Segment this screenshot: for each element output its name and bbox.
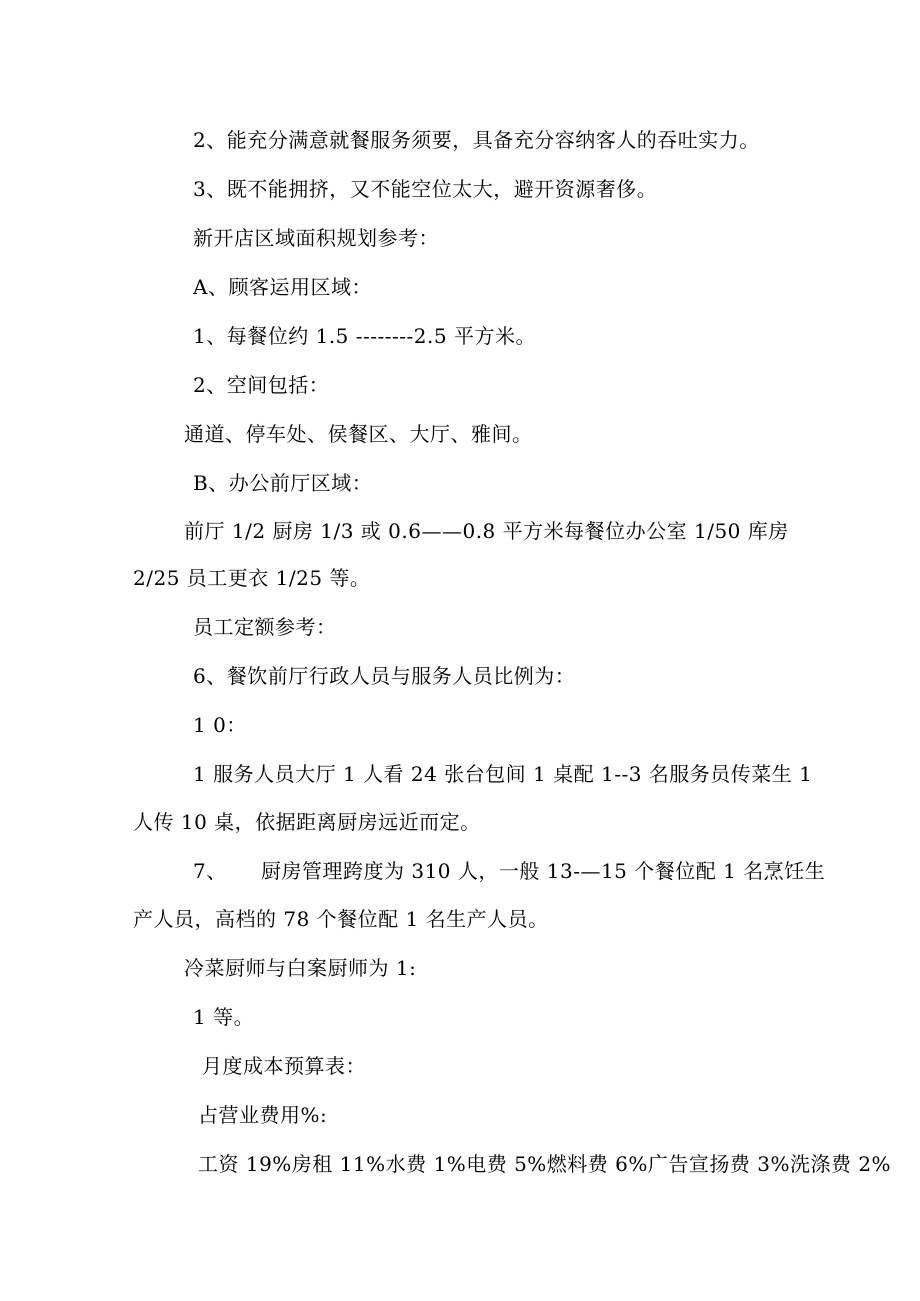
- text-line-18: 冷菜厨师与白案厨师为 1:: [184, 956, 417, 980]
- text-line-17: 产人员，高档的 78 个餐位配 1 名生产人员。: [133, 907, 549, 931]
- text-line-14: 1 服务人员大厅 1 人看 24 张台包间 1 桌配 1--3 名服务员传菜生 1: [193, 762, 813, 786]
- text-line-10: 2/25 员工更衣 1/25 等。: [133, 566, 371, 590]
- text-line-16-marker: 7、: [193, 859, 227, 883]
- text-line-16: 厨房管理跨度为 310 人，一般 13-—15 个餐位配 1 名烹饪生: [261, 859, 826, 883]
- text-line-6: 2、空间包括：: [193, 373, 330, 397]
- text-line-5: 1、每餐位约 1.5 --------2.5 平方米。: [193, 324, 536, 348]
- text-line-22: 工资 19%房租 11%水费 1%电费 5%燃料费 6%广告宣扬费 3%洗涤费 2%: [198, 1152, 892, 1176]
- text-line-12: 6、餐饮前厅行政人员与服务人员比例为：: [193, 664, 576, 688]
- text-line-13: 1 0：: [193, 713, 247, 737]
- text-line-19: 1 等。: [193, 1005, 255, 1029]
- text-line-7: 通道、停车处、侯餐区、大厅、雅间。: [184, 422, 533, 446]
- text-line-11: 员工定额参考：: [193, 615, 337, 639]
- text-line-8: B、办公前厅区域：: [193, 471, 373, 495]
- text-line-4: A、顾客运用区域：: [193, 275, 372, 299]
- text-line-9: 前厅 1/2 厨房 1/3 或 0.6——0.8 平方米每餐位办公室 1/50 库房: [184, 519, 789, 543]
- text-line-3: 新开店区域面积规划参考：: [193, 226, 439, 250]
- text-line-2: 3、既不能拥挤，又不能空位太大，避开资源奢侈。: [193, 177, 658, 201]
- text-line-21: 占营业费用%:: [198, 1103, 328, 1127]
- text-line-15: 人传 10 桌，依据距离厨房远近而定。: [133, 810, 481, 834]
- text-line-1: 2、能充分满意就餐服务须要，具备充分容纳客人的吞吐实力。: [193, 128, 760, 152]
- text-line-20: 月度成本预算表：: [202, 1054, 366, 1078]
